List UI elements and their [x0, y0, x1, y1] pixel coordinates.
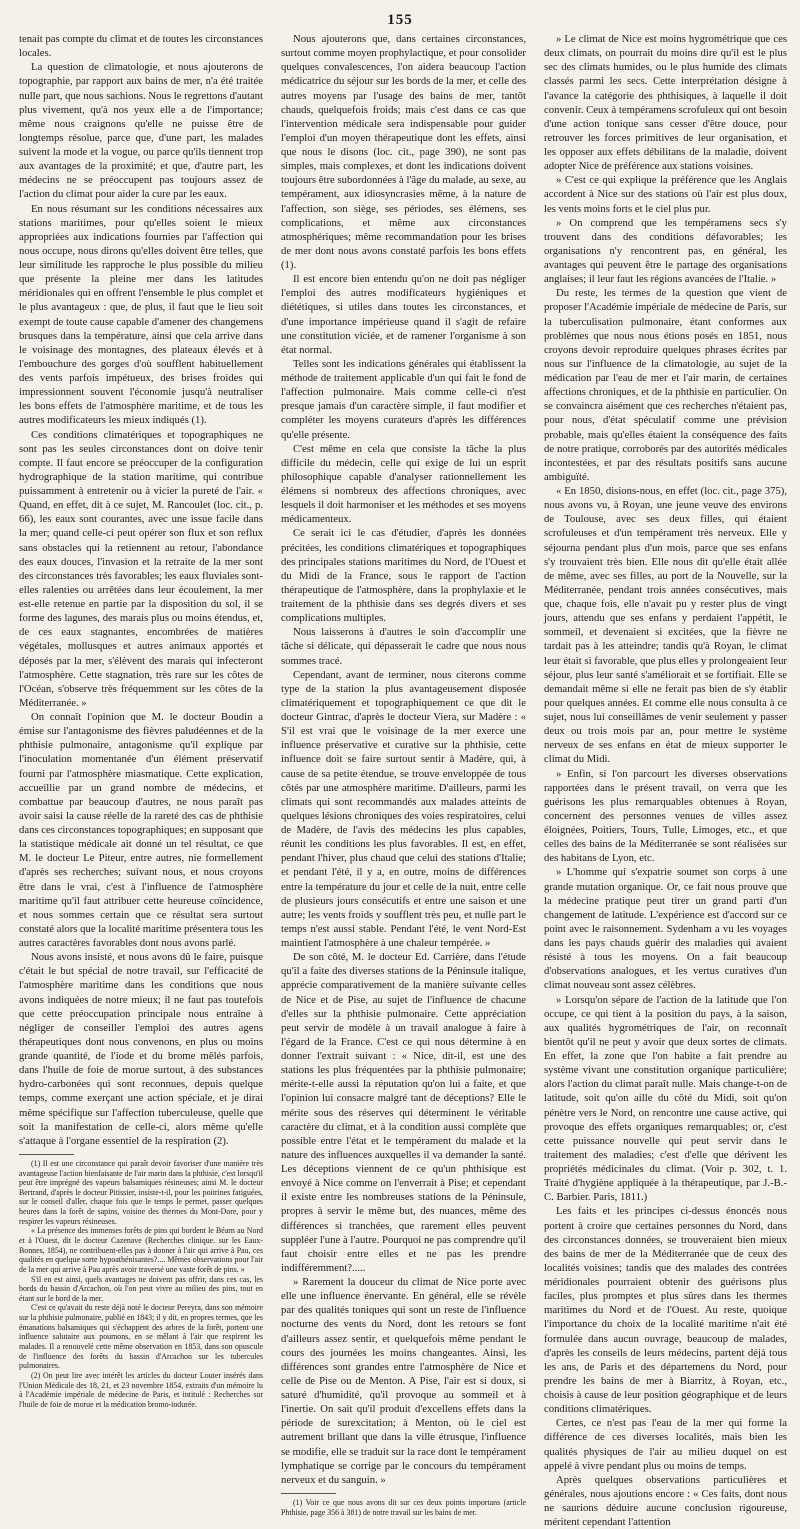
- paragraph: On connaît l'opinion que M. le docteur Boudin a émise sur l'antagonisme des fièvres paludéennes et de la phthisie pulmonaire, antagonisme qu'il explique par l'inoculation momentanée d'un élément préservatif fourni par l'atmosphère miasmatique. Cette explication, accueillie par un grand nombre de médecins, et combattue par beaucoup d'autres, ne nous paraît pas avoir saisi la cause réelle de la rareté des cas de phthisie dans ces circonstances topographiques; en supposant que la statistique médicale ait donné un tel résultat, ce que M. le docteur Le Piteur, entre autres, nie formellement d'après ses recherches; suivant nous, et nous croyons être dans le vrai, c'est à l'influence de l'atmosphère maritime qu'il faut attribuer cette heureuse coïncidence, et nous sommes certain que ce résultat sera surtout constaté alors que la localité maritime présentera tous les autres caractères favorables dont nous avons parlé.: [19, 711, 263, 949]
- paragraph: C'est même en cela que consiste la tâche la plus difficile du médecin, celle qui exige de lui un esprit philosophique capable d'analyser rationnellement les élémens si nombreux des affections chroniques, avec lesquels il doit harmoniser et les méthodes et ses moyens médicamenteux.: [281, 442, 526, 526]
- page-number: 155: [387, 12, 413, 28]
- paragraph: » On comprend que les tempéramens secs s'y trouvent dans des conditions défavorables; les organisations n'y rencontrent pas, en général, les avantages qui peuvent être le partage des organisations anglaises; il leur faut les régions avancées de l'Italie. »: [544, 216, 787, 286]
- paragraph: » L'homme qui s'expatrie soumet son corps à une grande mutation organique. Or, ce fait nous prouve que la médecine pratique peut tirer un grand parti d'un changement de latitude. L'expérience est d'accord sur ce point avec le raisonnement. Sydenham a vu les voyages dans les pays chauds guérir des maladies qui avaient résisté à tous les moyens. On a fait beaucoup d'observations analogues, et les vertus curatives d'un climat nouveau sont assez célèbres.: [544, 866, 787, 992]
- paragraph: Nous ajouterons que, dans certaines circonstances, surtout comme moyen prophylactique, et pour consolider quelques convalescences, l'on aidera beaucoup l'action médicatrice du séjour sur les bords de la mer, et celle des autres moyens par l'usage des bains de mer, tantôt chauds, quelquefois froids; mais c'est dans ce cas que l'intervention médicale sera indispensable pour guider l'emploi d'un moyen thérapeutique dont les effets, ainsi que nous le disons (loc. cit., page 390), ne sont pas simples, mais complexes, et dont les indications doivent toujours être subordonnées à l'âge du malade, au sexe, au tempérament, aux idiosyncrasies même, à la nature de l'affection, son siège, ses périodes, ses élémens, ses complications, et même aux circonstances atmosphériques; même recommandation pour les brises de mer dont nous avons constaté parfois les bons effets (1).: [281, 33, 526, 271]
- paragraph: Du reste, les termes de la question que vient de proposer l'Académie impériale de médecine de Paris, sur la tuberculisation pulmonaire, étant conformes aux problèmes que nous nous étions posés en 1851, nous croyons devoir reproduire quelques phrases écrites par nous sur l'influence de la climatologie, au sujet de la médication par l'eau de mer et l'air marin, de certaines affections chroniques, et de la phthisie en particulier. On se convaincra aisément que ces recherches n'étaient pas, pour nous, d'état spéculatif comme une prévision probable, mais qu'elles étaient la conséquence des faits de notre pratique, corroborés par des autorités médicales incontestées, et par des résultats positifs sans aucune ambiguïté.: [544, 287, 787, 483]
- paragraph: » Le climat de Nice est moins hygrométrique que ces deux climats, on pourrait du moins dire qu'il est le plus sec des climats humides, ou le plus humide des climats classés parmi les secs. Cette interprétation désigne à l'avance la catégorie des phthisiques, à laquelle il doit convenir. Ceux à tempéramens scrofuleux qui ont besoin d'une action tonique sans cesser d'être douce, pour retrouver les forces primitives de leur organisation, et les opposer aux effets débilitans de la maladie, doivent adopter Nice de préférence aux stations voisines.: [544, 33, 787, 173]
- footnote: (1) Il est une circonstance qui paraît devoir favoriser d'une manière très avantageuse l'action bienfaisante de l'air marin dans la phthisie, c'est lorsqu'il peut être imprégné des vapeurs balsamiques résineuses; ainsi M. le docteur Bertrand, d'après le docteur Pitissier, insiste-t-il, pour les poitrines fatiguées, sur le conseil d'aller, chaque fois que le temps le permet, passer quelques heures dans la forêt de sapins, voisine des thermes du Mont-Dore, pour y respirer les vapeurs résineuses.: [19, 1158, 263, 1226]
- paragraph: « En 1850, disions-nous, en effet (loc. cit., page 375), nous avons vu, à Royan, une jeune veuve des environs de Toulouse, avec ses deux filles, qui étaient scrofuleuses et d'un tempérament très nerveux. Elle y séjourna pendant plus d'un mois, parce que ses enfans s'y trouvaient très bien. Elle nous dit qu'elle était allée de même, avec ses filles, au port de la Nouvelle, sur la Méditerranée, pendant trois années consécutives, mais que, chaque fois, elle n'avait pu y rester plus de vingt jours, attendu que ses enfans y perdaient l'appétit, le sommeil, et devenaient si excitées, que la fièvre ne tardait pas à les atteindre; tandis qu'à Royan, le climat leur était si favorable, que plus elles y prolongeaient leur séjour, plus leur santé s'améliorait et se fortifiait. Elle se demandait même si elle ne ferait pas bien de s'y établir pour quelques années. Et comme elle nous consulta à ce sujet, nous lui conseillâmes de venir seulement y passer deux ou trois mois par an, pour mettre le système nerveux de ses enfans en état de mieux supporter le climat du Midi.: [544, 485, 787, 766]
- paragraph: De son côté, M. le docteur Ed. Carrière, dans l'étude qu'il a faite des diverses stations de la Péninsule italique, apprécie comparativement de la manière suivante celles de Nice et de Pise, au sujet de l'influence de chacune d'elles sur la phthisie pulmonaire. Cette appréciation peut servir de modèle à un travail analogue à faire à l'égard de la France. C'est ce qui nous détermine à en donner l'extrait suivant : « Nice, dit-il, est une des stations les plus fréquentées par la phthisie pulmonaire; mérite-t-elle aussi la réputation qu'on lui a faite, et que l'opinion lui consacre malgré tant de déceptions? Elle le mérite sous des réserves qui déterminent le véritable caractère du climat, et à la condition aussi complète que possible entre l'état et le tempérament du malade et la nature des influences auxquelles il va demander la santé. Les déceptions viennent de ce qu'un phthisique est envoyé à Nice comme on l'enverrait à Pise; et cependant il existe entre les nombreuses stations de la Péninsule, propres à servir le même but, des nuances, même des différences si tranchées, que rarement elles peuvent suppléer l'une à l'autre. Pourquoi ne pas comprendre qu'il faut choisir entre elles et ne pas les prendre indifféremment?.....: [281, 951, 526, 1274]
- paragraph: En nous résumant sur les conditions nécessaires aux stations maritimes, pour qu'elles soient le mieux appropriées aux indications fournies par l'affection qui nous occupe, nous dirons qu'elles doivent être telles, que leur similitude les rapproche le plus possible du milieu que présente la pleine mer dans les latitudes méridionales qui en offrent l'ensemble le plus complet et le plus avantageux : que, de plus, il faut que le lieu soit exempt de toute cause capable d'amener des changemens brusques dans la température, ainsi que cela arrive dans le voisinage des montagnes, des plateaux élevés et à l'embouchure des gorges d'où soufflent habituellement des vents parfois impétueux, des brises froides qui impressionnent souvent l'économie jusqu'à neutraliser les bons effets de l'atmosphère maritime, et de tous les autres modificateurs les mieux indiqués (1).: [19, 202, 263, 427]
- column-right: [544, 32, 787, 1529]
- column-left: [19, 32, 263, 1409]
- footnote: « La présence des immenses forêts de pins qui bordent le Béarn au Nord et à l'Ouest, dit le docteur Cazenave (Recherches clinique. sur les Eaux-Bonnes, 1854), ne contribuent-elles pas à donner à l'air qui arrive à Pau, ces qualités en quelque sorte hypoathénisantes?.... Mêmes observations pour l'air de la mer qui arrive à Pau après avoir traversé une vaste forêt de pins. »: [19, 1226, 263, 1274]
- footnote: S'il en est ainsi, quels avantages ne doivent pas offrir, dans ces cas, les bords du bassin d'Arcachon, où l'on peut vivre au milieu des pins, tout en étant sur le bord de la mer.: [19, 1274, 263, 1303]
- paragraph: » C'est ce qui explique la préférence que les Anglais accordent à Nice sur des stations où l'air est plus doux, les vents moins forts et le ciel plus pur.: [544, 174, 787, 215]
- paragraph: La question de climatologie, et nous ajouterons de topographie, par rapport aux bains de mer, n'a été traitée nulle part, que nous sachions. Nous le regrettons d'autant plus vivement, qu'à nos yeux elle a de l'importance; même nous craignons qu'elle ne puisse être de longtemps résolue, parce que, d'une part, les malades suivent la mode et la vogue, ou parce qu'ils tiennent trop aux avantages de la proximité; et que, d'autre part, les médecins ne se préoccupent pas toujours assez de l'action du climat pour aider la cure par les eaux.: [19, 61, 263, 201]
- column-middle: [281, 32, 526, 1517]
- footnote: (2) On peut lire avec intérêt les articles du docteur Louter insérés dans l'Union Médicale des 18, 21, et 23 novembre 1854, extraits d'un mémoire lu à l'Académie impériale de médecine de Paris, et intitulé : Recherches sur l'huile de foie de morue et la médication bromo-iodurée.: [19, 1370, 263, 1409]
- paragraph: » Lorsqu'on sépare de l'action de la latitude que l'on occupe, ce qui tient à la position du pays, à la saison, aux qualités hygrométriques de l'air, on reconnaît bientôt qu'il ne peut y avoir que deux sortes de climats. En effet, la zone que l'on habite a fait prendre au système vivant une constitution organique particulière; alors l'action du climat paraît nulle. Mais change-t-on de latitude, soit qu'on aille du côté du Midi, soit qu'on pénètre vers le Nord, on rencontre une cause active, qui provoque des effets organiques remarquables; or, c'est cette puissance nouvelle qui peut servir dans le traitement des maladies; c'est d'elle que dérivent les propriétés médicinales du climat. (Voir p. 302, t. 1. Traité d'hygiène appliquée à la thérapeutique, par J.-B.-C. Barbier. Paris, 1811.): [544, 993, 787, 1204]
- paragraph: Telles sont les indications générales qui établissent la méthode de traitement applicable d'un qui fait le fond de l'affection pulmonaire. Mais comme celle-ci n'est presque jamais d'un caractère simple, il faut modifier et compléter les moyens curateurs d'après les différences qu'elle présente.: [281, 357, 526, 441]
- paragraph: » Rarement la douceur du climat de Nice porte avec elle une influence énervante. En général, elle se révèle par des qualités toniques qui sont un reste de l'influence nocturne des vents du Nord, dont les retours se font d'ailleurs assez sentir, et quelquefois même pendant le cours des journées les moins changeantes. Ainsi, les différences sont grandes entre l'atmosphère de Nice et celle de Pise ou de Menton. A Pise, l'air est si doux, si saturé d'humidité, qu'il provoque au sommeil et à l'inertie. On sait qu'il produit d'excellens effets dans la période de surexcitation; à Menton, où le ciel est autrement brillant que dans la ville étrusque, l'influence se modifie, elle se traduit sur la race dont le tempérament lymphatique se corrige par le concours du tempérament nerveux et du sanguin. »: [281, 1276, 526, 1486]
- footnote: C'est ce qu'avait du reste déjà noté le docteur Pereyra, dans son mémoire sur la phthisie pulmonaire, publié en 1843; il y dit, en propres termes, que les émanations balsamiques qui s'échappent des arbres de la forêt, portent une influence salutaire aux poumons, en se mêlant à l'air que respirent les malades. Il a renouvelé cette même observation en 1853, dans son opuscule de l'influence des forêts du bassin d'Arcachon sur les tubercules pulmonaires.: [19, 1303, 263, 1371]
- paragraph: tenait pas compte du climat et de toutes les circonstances locales.: [19, 33, 263, 60]
- paragraph: Ce serait ici le cas d'étudier, d'après les données précitées, les conditions climatériques et topographiques des principales stations maritimes du Nord, de l'Ouest et du Midi de la France, sous le rapport de l'action thérapeutique de l'atmosphère, dans la prophylaxie et le traitement de la phthisie dans ses degrés divers et ses complications multiples.: [281, 527, 526, 625]
- paragraph: Les faits et les principes ci-dessus énoncés nous portent à croire que certaines personnes du Nord, dans des circonstances données, se trouveraient bien mieux des bains de mer de la Méditerranée que de ceux des localités voisines; tandis que des malades des contrées méridionales pourraient obtenir des guérisons plus faciles, plus promptes et plus sûres dans les thermes maritimes du Nord et de l'Ouest. Au reste, quoique l'importance du choix de la localité maritime n'ait été formulée dans aucun ouvrage, beaucoup de malades, d'après les conseils de leurs médecins, partent déjà tous les ans, de Paris et des départemens du Nord, pour prendre les bains de mer à Biarritz, à Royan, etc., choisis à cause de leur position géographique et de leurs conditions climatériques.: [544, 1205, 787, 1416]
- footnote-divider: [19, 1154, 74, 1155]
- footnote-divider: [281, 1493, 336, 1494]
- paragraph: Après quelques observations particulières et générales, nous ajoutions encore : « Ces faits, dont nous ne saurions déduire aucune conclusion rigoureuse, méritent cependant l'attention: [544, 1473, 787, 1529]
- paragraph: Nous avons insisté, et nous avons dû le faire, puisque c'était le but spécial de notre travail, sur l'efficacité de l'atmosphère maritime dans les conditions que nous avons indiquées de notre mieux; il ne faut pas toutefois que cette préoccupation principale nous entraîne à négliger de conseiller l'emploi des autres agens thérapeutiques dont nous convenons, en plus ou moins grande quantité, de l'iode et du brome mêlés parfois, dans l'huile de foie de morue surtout, à des substances hydro-carbonées qui sont reconnues, depuis quelque temps, comme exerçant une action spéciale, et je dirai même spécifique sur l'affection tuberculeuse, quelle que soit la manifestation de celle-ci, alors même qu'elle s'attaque à l'organe essentiel de la respiration (2).: [19, 951, 263, 1147]
- footnote: (1) Voir ce que nous avons dit sur ces deux points importans (article Phthisie, page 356 à 381) de notre travail sur les bains de mer.: [281, 1497, 526, 1517]
- paragraph: Ces conditions climatériques et topographiques ne sont pas les seules circonstances dont on doive tenir compte. Il faut encore se préoccuper de la configuration hydrographique de la station maritime, qui contribue puissamment à entretenir ou à vicier la pureté de l'air. « Quand, en effet, dit à ce sujet, M. Rancoulet (loc. cit., p. 66), les eaux sont courantes, avec une issue facile dans la mer; quand celle-ci peut opérer son flux et son reflux sans obstacles qui la retiennent au retour, l'abondance des eaux douces, l'invasion et la retraite de la mer sont des circonstances très favorables; les eaux fluviales sont-elles ralenties ou arrêtées dans leur écoulement, la mer est-elle retenue en partie par la disposition du sol, il se forme des lagunes, des marais plus ou moins étendus, et, de ces eaux stagnantes, encombrées de matières végétales, mollusques et autres animaux apportés et déposés par la mer, s'élèvent des marais qui infecteront l'atmosphère. Cette stagnation, très rare sur les côtes de l'Océan, s'observe très fréquemment sur les côtes de la Méditerranée. »: [19, 428, 263, 709]
- paragraph: Cependant, avant de terminer, nous citerons comme type de la station la plus avantageusement disposée climatériquement et topographiquement ce que dit le docteur Gintrac, d'après le docteur Viera, sur Madère : « S'il est vrai que le voisinage de la mer exerce une influence préservative et curative sur la phthisie, cette influence doit se faire surtout sentir à Madère, qui, à cause de sa petite étendue, se trouve enveloppée de tous côtés par une atmosphère maritime. D'ailleurs, parmi les climats qui sont recommandés aux malades atteints de quelques lésions chroniques des voies respiratoires, celui de Madère, de l'avis des médecins les plus capables, réunit les conditions les plus favorables. Il est, en effet, pendant l'hiver, plus chaud que celui des stations d'Italie; et pendant l'été, il y a, en outre, moins de différences entre la température du jour et celle de la nuit, entre celle de plusieurs jours consécutifs et entre une saison et une autre; les vents froids y soufflent très peu, et nulle part le temps n'est aussi stable. Pendant l'été, le vent Nord-Est maintient l'atmosphère à une chaleur tempérée. »: [281, 668, 526, 949]
- paragraph: Il est encore bien entendu qu'on ne doit pas négliger l'emploi des autres modificateurs hygiéniques et diététiques, si utiles dans toutes les circonstances, et d'une importance impérieuse quand il s'agit de refaire une constitution viciée, et de ramener l'organisme à son état normal.: [281, 273, 526, 356]
- paragraph: » Enfin, si l'on parcourt les diverses observations rapportées dans le présent travail, on verra que les guérisons les plus remarquables obtenues à Royan, concernent des personnes venues de villes assez éloignées, Poitiers, Tours, Tulle, Limoges, etc., et que celles des bains de la Méditerranée se sont réalisées sur des habitans de Lyon, etc.: [544, 767, 787, 865]
- paragraph: Certes, ce n'est pas l'eau de la mer qui forme la différence de ces diverses localités, mais bien les qualités physiques de l'air au milieu duquel on est appelé à vivre pendant plus ou moins de temps.: [544, 1417, 787, 1472]
- paragraph: Nous laisserons à d'autres le soin d'accomplir une tâche si délicate, qui dépasserait le cadre que nous nous sommes tracé.: [281, 626, 526, 667]
